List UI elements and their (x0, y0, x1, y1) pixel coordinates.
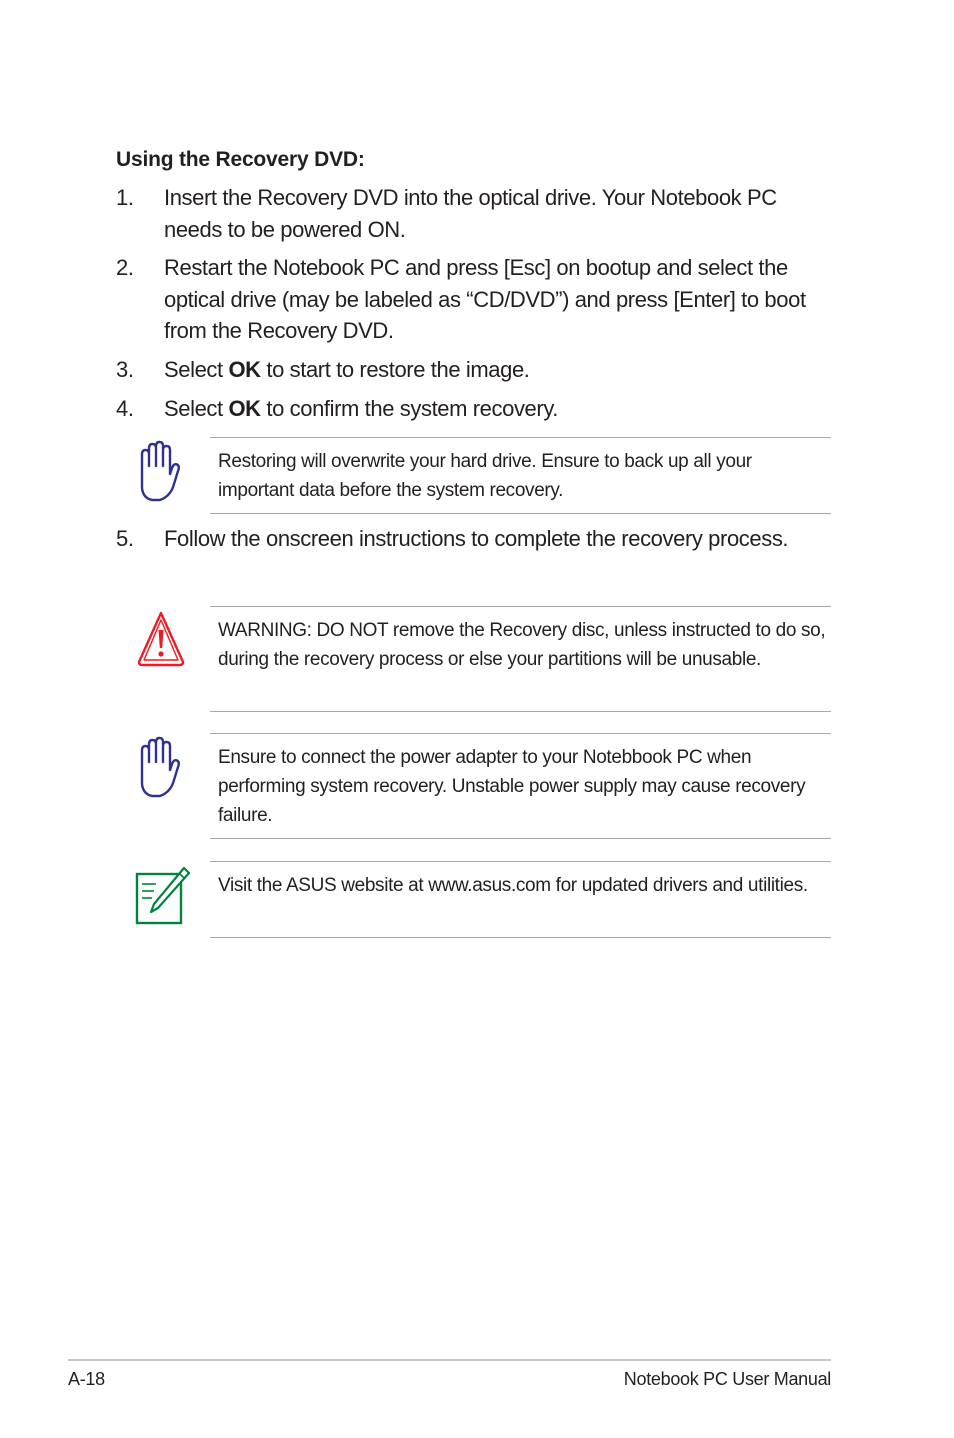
info-note (210, 861, 831, 938)
step-text-pre: Select (164, 396, 229, 421)
ok-keyword: OK (228, 396, 261, 421)
hand-icon (134, 736, 182, 800)
step-text: Insert the Recovery DVD into the optical drive. Your Notebook PC needs to be powered ON. (164, 185, 777, 242)
step-2 (116, 252, 836, 347)
step-text-post: to start to restore the image. (260, 357, 530, 382)
step-text: Restart the Notebook PC and press [Esc] on bootup and select the optical drive (may be labeled as “CD/DVD”) and press [Enter] to boot from the Recovery DVD. (164, 255, 806, 343)
ok-keyword: OK (228, 357, 261, 382)
step-text-post: to confirm the system recovery. (260, 396, 558, 421)
step-5 (116, 523, 836, 555)
step-text (164, 354, 836, 386)
note-text: Ensure to connect the power adapter to your Notebbook PC when performing system recovery. Unstable power supply may cause recovery failure. (218, 747, 806, 826)
step-number: 5. (116, 526, 134, 551)
step-1 (116, 182, 836, 245)
step-text-pre: Select (164, 357, 229, 382)
manual-title: Notebook PC User Manual (623, 1369, 831, 1389)
step-number: 2. (116, 255, 134, 280)
step-text: Follow the onscreen instructions to complete the recovery process. (164, 526, 789, 551)
note-pencil-icon (134, 866, 190, 926)
hand-icon (134, 440, 182, 504)
warning-icon (136, 610, 186, 668)
note-text: Visit the ASUS website at www.asus.com for updated drivers and utilities. (218, 875, 808, 896)
caution-note (210, 733, 831, 839)
note-text: WARNING: DO NOT remove the Recovery disc, unless instructed to do so, during the recovery process or else your partitions will be unusable. (218, 620, 826, 670)
step-number: 4. (116, 396, 134, 421)
caution-note (210, 437, 831, 514)
section-heading: Using the Recovery DVD: (116, 148, 365, 171)
warning-note (210, 606, 831, 712)
step-text (164, 393, 836, 425)
step-number: 3. (116, 357, 134, 382)
step-number: 1. (116, 185, 134, 210)
step-4 (116, 393, 836, 425)
page-number: A-18 (68, 1369, 105, 1389)
step-3 (116, 354, 836, 386)
note-text: Restoring will overwrite your hard drive. Ensure to back up all your important data before the system recovery. (218, 451, 752, 501)
footer-divider (68, 1359, 831, 1361)
